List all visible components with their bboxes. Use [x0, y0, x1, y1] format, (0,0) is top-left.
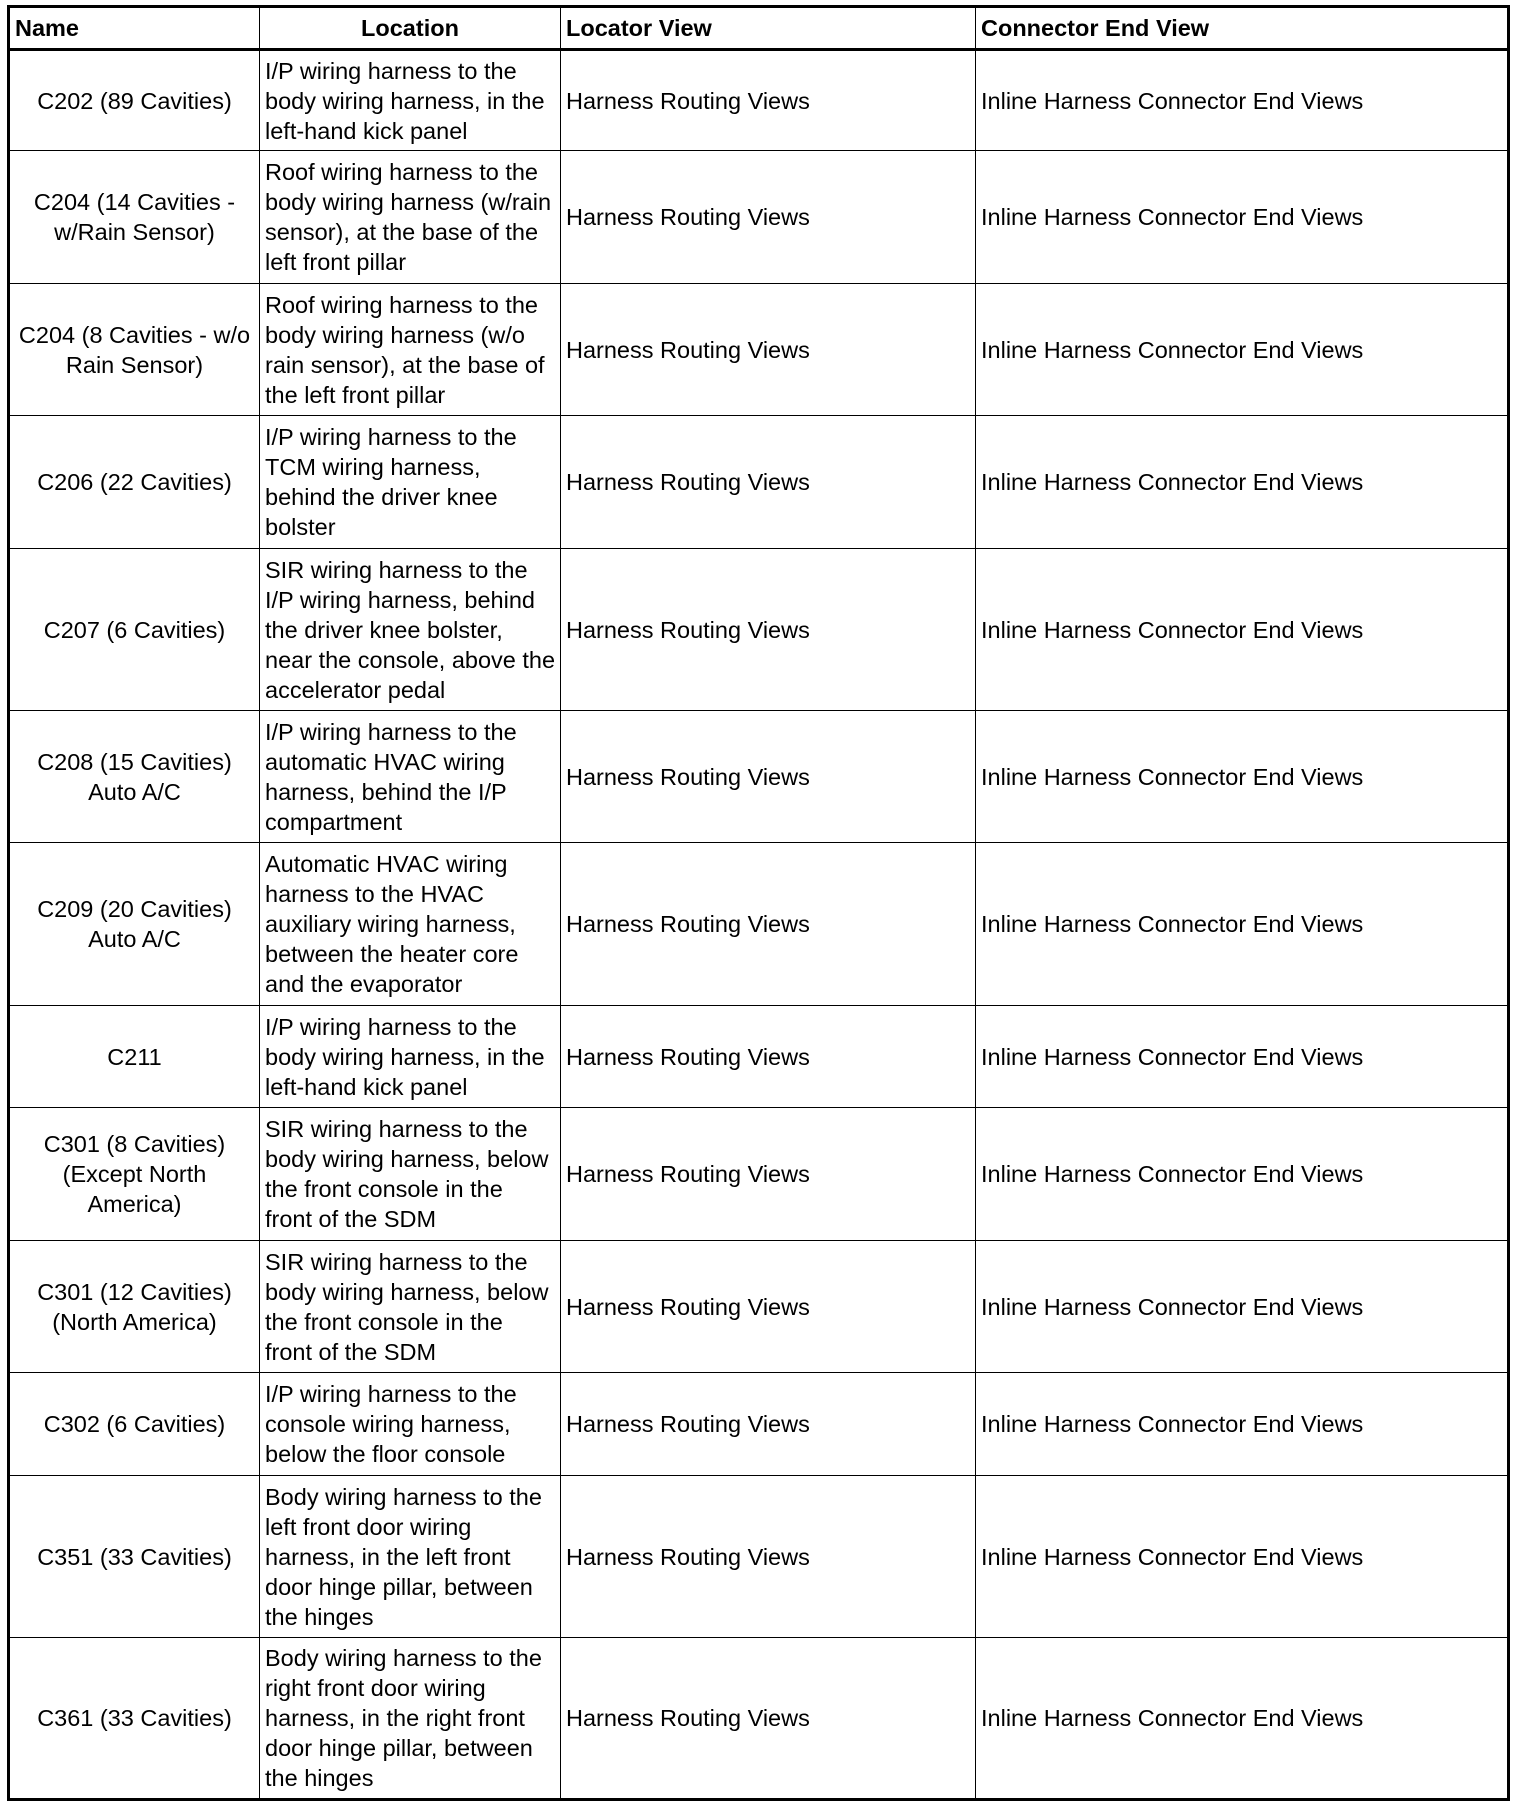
connector-location: I/P wiring harness to the automatic HVAC wiring harness, behind the I/P compartment — [260, 711, 561, 843]
locator-view-cell — [561, 711, 976, 843]
locator-view-link[interactable]: Harness Routing Views — [566, 763, 810, 790]
table-row — [9, 50, 1509, 151]
locator-view-link[interactable]: Harness Routing Views — [566, 1043, 810, 1070]
connector-name: C361 (33 Cavities) — [9, 1638, 260, 1800]
connector-name: C301 (8 Cavities) (Except North America) — [9, 1108, 260, 1241]
connector-location: Body wiring harness to the left front door wiring harness, in the left front door hinge pillar, between the hinges — [260, 1476, 561, 1638]
connector-end-view-link[interactable]: Inline Harness Connector End Views — [981, 1543, 1364, 1570]
connector-name: C207 (6 Cavities) — [9, 549, 260, 711]
locator-view-link[interactable]: Harness Routing Views — [566, 1161, 810, 1187]
locator-view-link[interactable]: Harness Routing Views — [566, 1411, 810, 1437]
table-row — [9, 843, 1509, 1006]
connector-location: Automatic HVAC wiring harness to the HVAC auxiliary wiring harness, between the heater core and the evaporator — [260, 843, 561, 1006]
connector-name: C206 (22 Cavities) — [9, 416, 260, 549]
connector-name: C211 — [9, 1006, 260, 1108]
locator-view-cell — [561, 1476, 976, 1638]
connector-end-view-cell — [976, 1006, 1509, 1108]
table-row — [9, 1638, 1509, 1800]
table-row — [9, 416, 1509, 549]
connector-location: I/P wiring harness to the body wiring harness, in the left-hand kick panel — [260, 1006, 561, 1108]
connector-name: C301 (12 Cavities) (North America) — [9, 1241, 260, 1373]
connector-name: C208 (15 Cavities) Auto A/C — [9, 711, 260, 843]
connector-end-view-link[interactable]: Inline Harness Connector End Views — [981, 911, 1364, 937]
connector-location: I/P wiring harness to the console wiring harness, below the floor console — [260, 1373, 561, 1476]
locator-view-link[interactable]: Harness Routing Views — [566, 911, 810, 937]
connector-end-view-link[interactable]: Inline Harness Connector End Views — [981, 1705, 1364, 1731]
connector-end-view-cell — [976, 549, 1509, 711]
locator-view-cell — [561, 50, 976, 151]
connector-name: C202 (89 Cavities) — [9, 50, 260, 151]
locator-view-link[interactable]: Harness Routing Views — [566, 616, 810, 643]
locator-view-cell — [561, 843, 976, 1006]
connector-end-view-cell — [976, 1241, 1509, 1373]
table-row — [9, 1006, 1509, 1108]
connector-location: SIR wiring harness to the body wiring harness, below the front console in the front of the SDM — [260, 1108, 561, 1241]
header-row — [9, 7, 1509, 50]
locator-view-cell — [561, 549, 976, 711]
locator-view-link[interactable]: Harness Routing Views — [566, 1705, 810, 1731]
connector-name: C302 (6 Cavities) — [9, 1373, 260, 1476]
connector-end-view-link[interactable]: Inline Harness Connector End Views — [981, 616, 1364, 643]
header-location: Location — [260, 7, 561, 50]
connector-table-container — [7, 5, 1510, 1801]
connector-end-view-cell — [976, 1108, 1509, 1241]
connector-end-view-cell — [976, 1476, 1509, 1638]
locator-view-cell — [561, 1373, 976, 1476]
connector-end-view-link[interactable]: Inline Harness Connector End Views — [981, 204, 1364, 230]
connector-end-view-link[interactable]: Inline Harness Connector End Views — [981, 1043, 1364, 1070]
table-row — [9, 1476, 1509, 1638]
locator-view-link[interactable]: Harness Routing Views — [566, 1293, 810, 1320]
connector-location: Roof wiring harness to the body wiring harness (w/rain sensor), at the base of the left front pillar — [260, 151, 561, 284]
locator-view-cell — [561, 284, 976, 416]
connector-end-view-cell — [976, 151, 1509, 284]
connector-location: Body wiring harness to the right front door wiring harness, in the right front door hinge pillar, between the hinges — [260, 1638, 561, 1800]
table-row — [9, 284, 1509, 416]
table-row — [9, 151, 1509, 284]
locator-view-cell — [561, 1638, 976, 1800]
connector-end-view-link[interactable]: Inline Harness Connector End Views — [981, 763, 1364, 790]
connector-name: C351 (33 Cavities) — [9, 1476, 260, 1638]
table-row — [9, 549, 1509, 711]
connector-end-view-cell — [976, 284, 1509, 416]
locator-view-link[interactable]: Harness Routing Views — [566, 469, 810, 495]
table-row — [9, 1373, 1509, 1476]
header-locator-view: Locator View — [561, 7, 976, 50]
connector-end-view-cell — [976, 416, 1509, 549]
connector-end-view-link[interactable]: Inline Harness Connector End Views — [981, 469, 1364, 495]
table-header — [9, 7, 1509, 50]
header-name: Name — [9, 7, 260, 50]
connector-name: C204 (8 Cavities - w/o Rain Sensor) — [9, 284, 260, 416]
connector-name: C209 (20 Cavities) Auto A/C — [9, 843, 260, 1006]
connector-end-view-link[interactable]: Inline Harness Connector End Views — [981, 1161, 1364, 1187]
locator-view-link[interactable]: Harness Routing Views — [566, 1543, 810, 1570]
connector-location: SIR wiring harness to the I/P wiring harness, behind the driver knee bolster, near the console, above the accelerator pedal — [260, 549, 561, 711]
connector-location: I/P wiring harness to the TCM wiring harness, behind the driver knee bolster — [260, 416, 561, 549]
locator-view-cell — [561, 1006, 976, 1108]
connector-end-view-cell — [976, 1638, 1509, 1800]
connector-name: C204 (14 Cavities - w/Rain Sensor) — [9, 151, 260, 284]
locator-view-cell — [561, 416, 976, 549]
locator-view-link[interactable]: Harness Routing Views — [566, 204, 810, 230]
connector-location: SIR wiring harness to the body wiring harness, below the front console in the front of the SDM — [260, 1241, 561, 1373]
header-connector-end-view: Connector End View — [976, 7, 1509, 50]
connector-table — [7, 5, 1510, 1801]
connector-end-view-cell — [976, 711, 1509, 843]
locator-view-cell — [561, 151, 976, 284]
locator-view-cell — [561, 1108, 976, 1241]
locator-view-link[interactable]: Harness Routing Views — [566, 336, 810, 363]
connector-end-view-cell — [976, 1373, 1509, 1476]
locator-view-cell — [561, 1241, 976, 1373]
connector-end-view-link[interactable]: Inline Harness Connector End Views — [981, 1293, 1364, 1320]
table-row — [9, 1241, 1509, 1373]
connector-location: I/P wiring harness to the body wiring harness, in the left-hand kick panel — [260, 50, 561, 151]
connector-end-view-link[interactable]: Inline Harness Connector End Views — [981, 336, 1364, 363]
table-row — [9, 711, 1509, 843]
table-body — [9, 50, 1509, 1800]
connector-end-view-link[interactable]: Inline Harness Connector End Views — [981, 87, 1364, 114]
table-row — [9, 1108, 1509, 1241]
connector-end-view-cell — [976, 843, 1509, 1006]
connector-location: Roof wiring harness to the body wiring harness (w/o rain sensor), at the base of the left front pillar — [260, 284, 561, 416]
connector-end-view-link[interactable]: Inline Harness Connector End Views — [981, 1411, 1364, 1437]
locator-view-link[interactable]: Harness Routing Views — [566, 87, 810, 114]
connector-end-view-cell — [976, 50, 1509, 151]
